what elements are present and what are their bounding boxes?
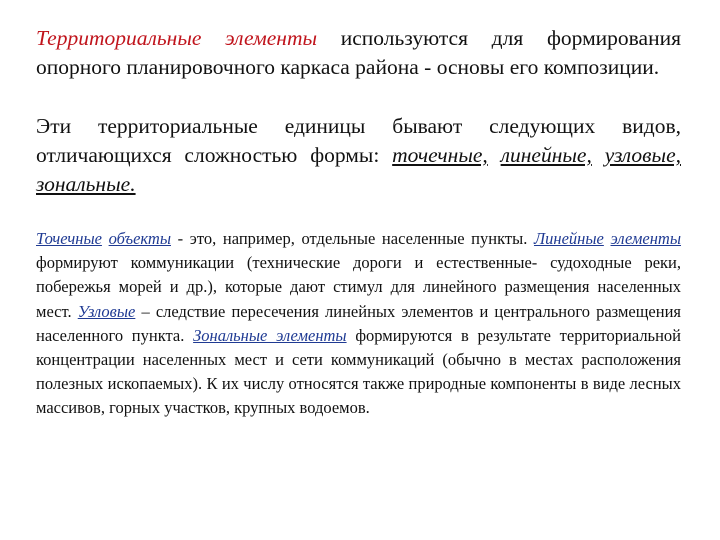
slide-content (36, 24, 681, 421)
term-linear: Линейные (533, 229, 604, 248)
term-objects: объекты (108, 229, 171, 248)
paragraph-intro (36, 24, 681, 82)
spacer (488, 143, 501, 167)
point-description: - это, например, отдельные населенные пункты. (171, 229, 534, 248)
intro-text: используются для формирования опорного планировочного каркаса района - основы его композиции. (36, 26, 681, 79)
types-intro-text: Эти территориальные единицы бывают следующих видов, отличающихся сложностью формы: (36, 114, 681, 167)
linear-description: формируют коммуникации (технические дороги и естественные- судоходные реки, побережья морей и др.), которые дают стимул для линейного размещения населенных мест. (36, 253, 681, 321)
paragraph-types (36, 112, 681, 199)
zonal-description: формируются в результате территориальной концентрации населенных мест и сети коммуникаций (обычно в местах расположения полезных ископаемых). К их числу относятся также природные компоненты в виде лесных массивов, горных участков, крупных водоемов. (36, 325, 681, 418)
type-nodal-zonal: узловые, зональные. (36, 143, 681, 196)
term-point: Точечные (36, 229, 102, 248)
term-zonal-elements: Зональные элементы (193, 325, 347, 345)
term-territorial-elements: Территориальные элементы (36, 26, 318, 50)
term-nodal: Узловые (77, 301, 136, 321)
spacer (592, 143, 605, 167)
paragraph-details (36, 227, 681, 421)
type-point: точечные, (392, 143, 488, 167)
nodal-description: – следствие пересечения линейных элементов и центрального размещения населенного пункта. (36, 301, 681, 345)
term-elements: элементы (610, 229, 682, 248)
type-linear: линейные, (500, 143, 592, 167)
